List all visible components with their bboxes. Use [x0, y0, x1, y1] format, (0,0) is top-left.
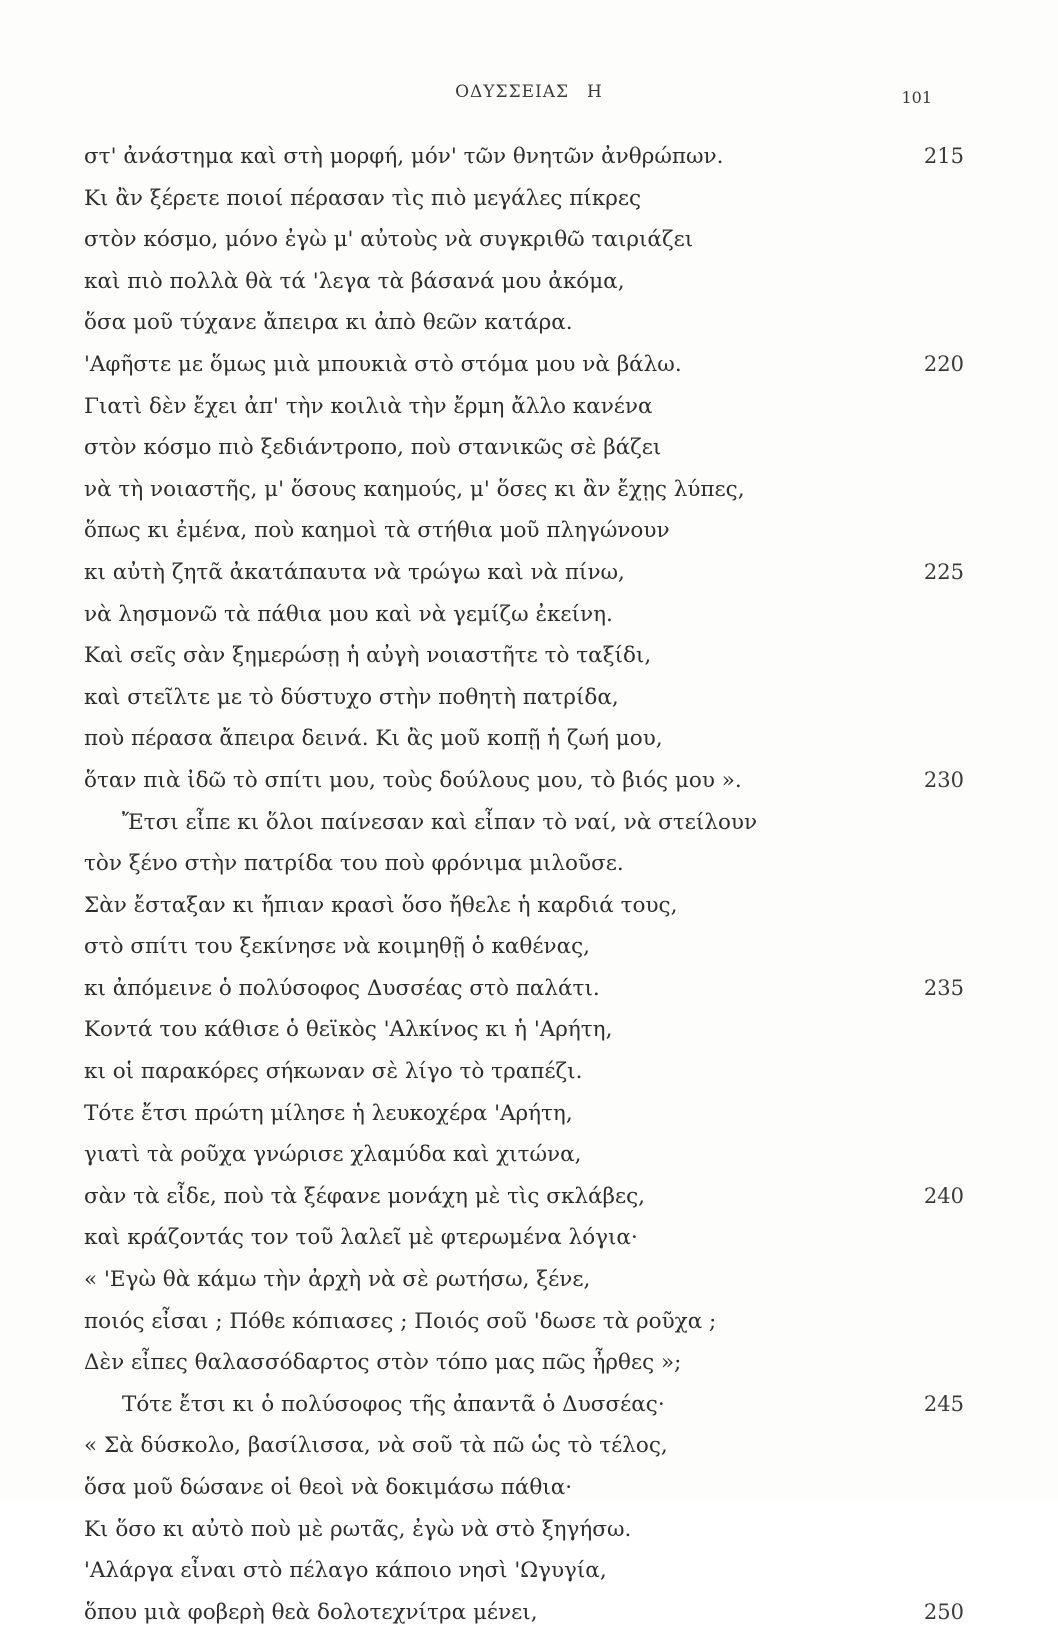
verse-line: [84, 843, 964, 885]
verse-text: 'Αλάργα εἶναι στὸ πέλαγο κάποιο νησὶ 'Ωγυγία,: [84, 1558, 607, 1584]
verse-line: [84, 136, 964, 178]
line-number: 220: [923, 351, 964, 376]
verse-text: στ' ἀνάστημα καὶ στὴ μορφή, μόν' τῶν θνητῶν ἀνθρώπων.: [84, 144, 724, 169]
verse-text: Κι ἂν ξέρετε ποιοί πέρασαν τὶς πιὸ μεγάλες πίκρες: [84, 185, 642, 211]
verse-text: Καὶ σεῖς σὰν ξημερώσῃ ἡ αὐγὴ νοιαστῆτε τὸ ταξίδι,: [84, 643, 652, 669]
verse-text: στὸ σπίτι του ξεκίνησε νὰ κοιμηθῇ ὁ καθένας,: [84, 934, 590, 960]
verse-text: ὅσα μοῦ δώσανε οἱ θεοὶ νὰ δοκιμάσω πάθια·: [84, 1475, 573, 1500]
verse-text: στὸν κόσμο πιὸ ξεδιάντροπο, ποὺ στανικῶς σὲ βάζει: [84, 435, 662, 461]
verse-text: Σὰν ἔσταξαν κι ἤπιαν κρασὶ ὅσο ἤθελε ἡ καρδιά τους,: [84, 892, 678, 918]
verse-line: [84, 718, 964, 760]
verse-text: ποιός εἶσαι ; Πόθε κόπιασες ; Ποιός σοῦ 'δωσε τὰ ροῦχα ;: [84, 1308, 717, 1334]
verse-text: νὰ λησμονῶ τὰ πάθια μου καὶ νὰ γεμίζω ἐκείνη.: [84, 601, 613, 627]
line-number: 250: [923, 1599, 964, 1624]
verse-text: στὸν κόσμο, μόνο ἐγὼ μ' αὐτοὺς νὰ συγκριθῶ ταιριάζει: [84, 227, 694, 253]
verse-line: [84, 344, 964, 386]
verse-line: [84, 510, 964, 552]
verse-line: [84, 1093, 964, 1135]
verse-text: καὶ κράζοντάς τον τοῦ λαλεῖ μὲ φτερωμένα λόγια·: [84, 1225, 638, 1251]
page-number: 101: [901, 88, 932, 107]
verse-text: Τότε ἔτσι κι ὁ πολύσοφος τῆς ἀπαντᾶ ὁ Δυσσέας·: [122, 1391, 665, 1417]
line-number: 240: [923, 1183, 964, 1208]
verse-line: [84, 926, 964, 968]
verse-text: καὶ στεῖλτε με τὸ δύστυχο στὴν ποθητὴ πατρίδα,: [84, 684, 619, 710]
verse-text: ὅπου μιὰ φοβερὴ θεὰ δολοτεχνίτρα μένει,: [84, 1599, 538, 1625]
verse-text: 'Αφῆστε με ὅμως μιὰ μπουκιὰ στὸ στόμα μου νὰ βάλω.: [84, 351, 682, 377]
verse-line: [84, 635, 964, 677]
verse-text: κι οἱ παρακόρες σήκωναν σὲ λίγο τὸ τραπέζι.: [84, 1059, 583, 1085]
verse-line: [84, 427, 964, 469]
verse-line: [84, 1467, 964, 1509]
verse-line: [84, 885, 964, 927]
verse-block: [84, 136, 964, 1633]
line-number: 245: [923, 1391, 964, 1416]
verse-line: [84, 968, 964, 1010]
verse-text: « 'Εγὼ θὰ κάμω τὴν ἀρχὴ νὰ σὲ ρωτήσω, ξένε,: [84, 1267, 591, 1293]
verse-text: ὅσα μοῦ τύχανε ἄπειρα κι ἀπὸ θεῶν κατάρα.: [84, 310, 573, 336]
verse-line: [84, 1134, 964, 1176]
verse-text: κι αὐτὴ ζητᾶ ἀκατάπαυτα νὰ τρώγω καὶ νὰ πίνω,: [84, 559, 625, 585]
verse-line: [84, 1259, 964, 1301]
verse-text: Τότε ἔτσι πρώτη μίλησε ἡ λευκοχέρα 'Αρήτη,: [84, 1100, 573, 1126]
verse-text: « Σὰ δύσκολο, βασίλισσα, νὰ σοῦ τὰ πῶ ὡς τὸ τέλος,: [84, 1433, 668, 1459]
verse-line: [84, 469, 964, 511]
verse-text: κι ἀπόμεινε ὁ πολύσοφος Δυσσέας στὸ παλάτι.: [84, 975, 600, 1001]
verse-line: [84, 1176, 964, 1218]
verse-text: νὰ τὴ νοιαστῆς, μ' ὅσους καημούς, μ' ὅσες κι ἂν ἔχῃς λύπες,: [84, 476, 745, 502]
verse-text: τὸν ξένο στὴν πατρίδα του ποὺ φρόνιμα μιλοῦσε.: [84, 851, 624, 877]
verse-line: [84, 1550, 964, 1592]
verse-line: [84, 1342, 964, 1384]
verse-line: [84, 386, 964, 428]
verse-line: [84, 760, 964, 802]
running-head: [0, 82, 1058, 102]
verse-text: Κοντά του κάθισε ὁ θεϊκὸς 'Αλκίνος κι ἡ 'Αρήτη,: [84, 1017, 613, 1043]
verse-text: σὰν τὰ εἶδε, ποὺ τὰ ξέφανε μονάχη μὲ τὶς σκλάβες,: [84, 1183, 645, 1209]
running-head-book: Η: [587, 82, 603, 102]
verse-line: [84, 261, 964, 303]
running-head-title: ΟΔΥΣΣΕΙΑΣ: [455, 82, 570, 102]
verse-line: [84, 1509, 964, 1551]
verse-line: [84, 1217, 964, 1259]
verse-text: ὅπως κι ἐμένα, ποὺ καημοὶ τὰ στήθια μοῦ πληγώνουν: [84, 518, 670, 544]
verse-line: [84, 1592, 964, 1633]
verse-text: γιατὶ τὰ ροῦχα γνώρισε χλαμύδα καὶ χιτώνα,: [84, 1142, 582, 1168]
verse-line: [84, 677, 964, 719]
line-number: 235: [923, 975, 964, 1000]
verse-text: Γιατὶ δὲν ἔχει ἀπ' τὴν κοιλιὰ τὴν ἔρμη ἄλλο κανένα: [84, 393, 653, 419]
line-number: 215: [923, 144, 964, 168]
verse-line: [84, 1301, 964, 1343]
verse-text: ὅταν πιὰ ἰδῶ τὸ σπίτι μου, τοὺς δούλους μου, τὸ βιός μου ».: [84, 767, 742, 793]
line-number: 230: [923, 767, 964, 792]
verse-line: [84, 219, 964, 261]
verse-text: Κι ὅσο κι αὐτὸ ποὺ μὲ ρωτᾶς, ἐγὼ νὰ στὸ ξηγήσω.: [84, 1516, 632, 1542]
verse-line: [84, 802, 964, 844]
verse-line: [84, 1009, 964, 1051]
verse-line: [84, 552, 964, 594]
verse-text: ποὺ πέρασα ἄπειρα δεινά. Κι ἂς μοῦ κοπῇ ἡ ζωή μου,: [84, 726, 663, 752]
line-number: 225: [923, 559, 964, 584]
verse-line: [84, 1384, 964, 1426]
verse-line: [84, 178, 964, 220]
verse-text: Δὲν εἶπες θαλασσόδαρτος στὸν τόπο μας πῶς ἦρθες »;: [84, 1350, 682, 1376]
verse-line: [84, 302, 964, 344]
verse-line: [84, 1425, 964, 1467]
verse-line: [84, 594, 964, 636]
verse-text: Ἔτσι εἶπε κι ὅλοι παίνεσαν καὶ εἶπαν τὸ ναί, νὰ στείλουν: [122, 809, 758, 835]
verse-line: [84, 1051, 964, 1093]
verse-text: καὶ πιὸ πολλὰ θὰ τά 'λεγα τὰ βάσανά μου ἀκόμα,: [84, 268, 625, 294]
